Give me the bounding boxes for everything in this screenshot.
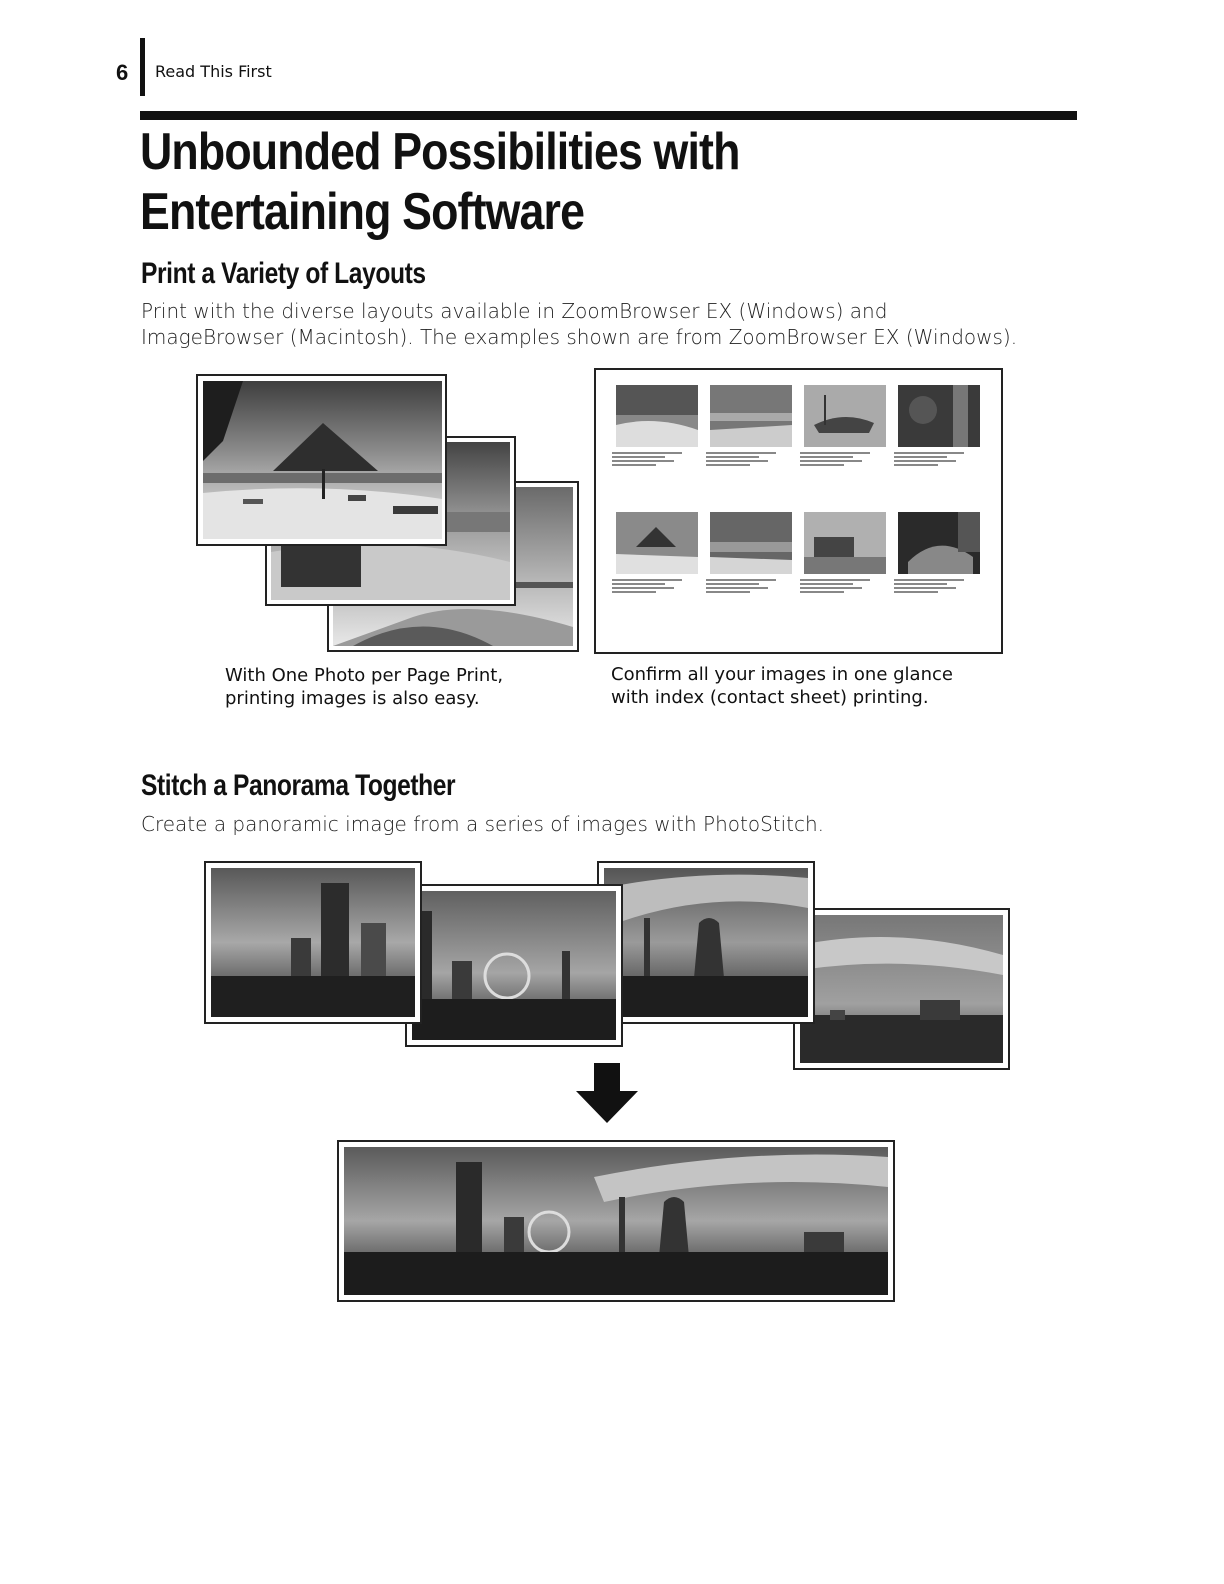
index-thumbnail	[804, 385, 886, 447]
index-caption-lines	[800, 450, 888, 478]
index-thumbnail	[710, 385, 792, 447]
city-night-photo-3	[604, 868, 808, 1017]
section-body-layouts: Print with the diverse layouts available in ZoomBrowser EX (Windows) and ImageBrowser (Macintosh). The examples shown are from ZoomBrowser EX (Windows).	[141, 299, 1018, 349]
section-heading-layouts: Print a Variety of Layouts	[141, 257, 426, 290]
source-photo-frame-3	[597, 861, 815, 1024]
down-arrow-icon	[576, 1063, 638, 1125]
index-caption-lines	[612, 450, 700, 478]
beach-umbrella-photo	[203, 381, 442, 539]
print-page-1	[196, 374, 447, 546]
caption-one-photo: With One Photo per Page Print, printing images is also easy.	[225, 665, 504, 709]
city-night-photo-1	[211, 868, 415, 1017]
index-caption-lines	[706, 577, 794, 605]
source-photo-frame-1	[204, 861, 422, 1024]
index-thumbnail	[616, 512, 698, 574]
header-divider	[140, 38, 145, 96]
index-caption-lines	[894, 450, 982, 478]
index-thumbnail	[710, 512, 792, 574]
page-title: Unbounded Possibilities with Entertaining Software	[140, 123, 740, 241]
index-thumbnail	[898, 385, 980, 447]
caption-index-print: Confirm all your images in one glance with index (contact sheet) printing.	[611, 664, 953, 708]
stitched-panorama-frame	[337, 1140, 895, 1302]
section-heading-panorama: Stitch a Panorama Together	[141, 769, 456, 802]
index-thumbnail	[616, 385, 698, 447]
page-number: 6	[116, 60, 129, 85]
index-caption-lines	[612, 577, 700, 605]
section-body-panorama: Create a panoramic image from a series of images with PhotoStitch.	[141, 812, 825, 836]
title-rule	[140, 111, 1077, 120]
city-night-photo-2	[412, 891, 616, 1040]
section-label: Read This First	[155, 62, 272, 81]
index-caption-lines	[800, 577, 888, 605]
index-thumbnail	[804, 512, 886, 574]
index-print-illustration	[594, 368, 1003, 654]
stitched-panorama-photo	[344, 1147, 888, 1295]
source-photo-frame-2	[405, 884, 623, 1047]
index-caption-lines	[894, 577, 982, 605]
city-night-photo-4	[800, 915, 1003, 1063]
index-caption-lines	[706, 450, 794, 478]
source-photo-frame-4	[793, 908, 1010, 1070]
index-thumbnail	[898, 512, 980, 574]
